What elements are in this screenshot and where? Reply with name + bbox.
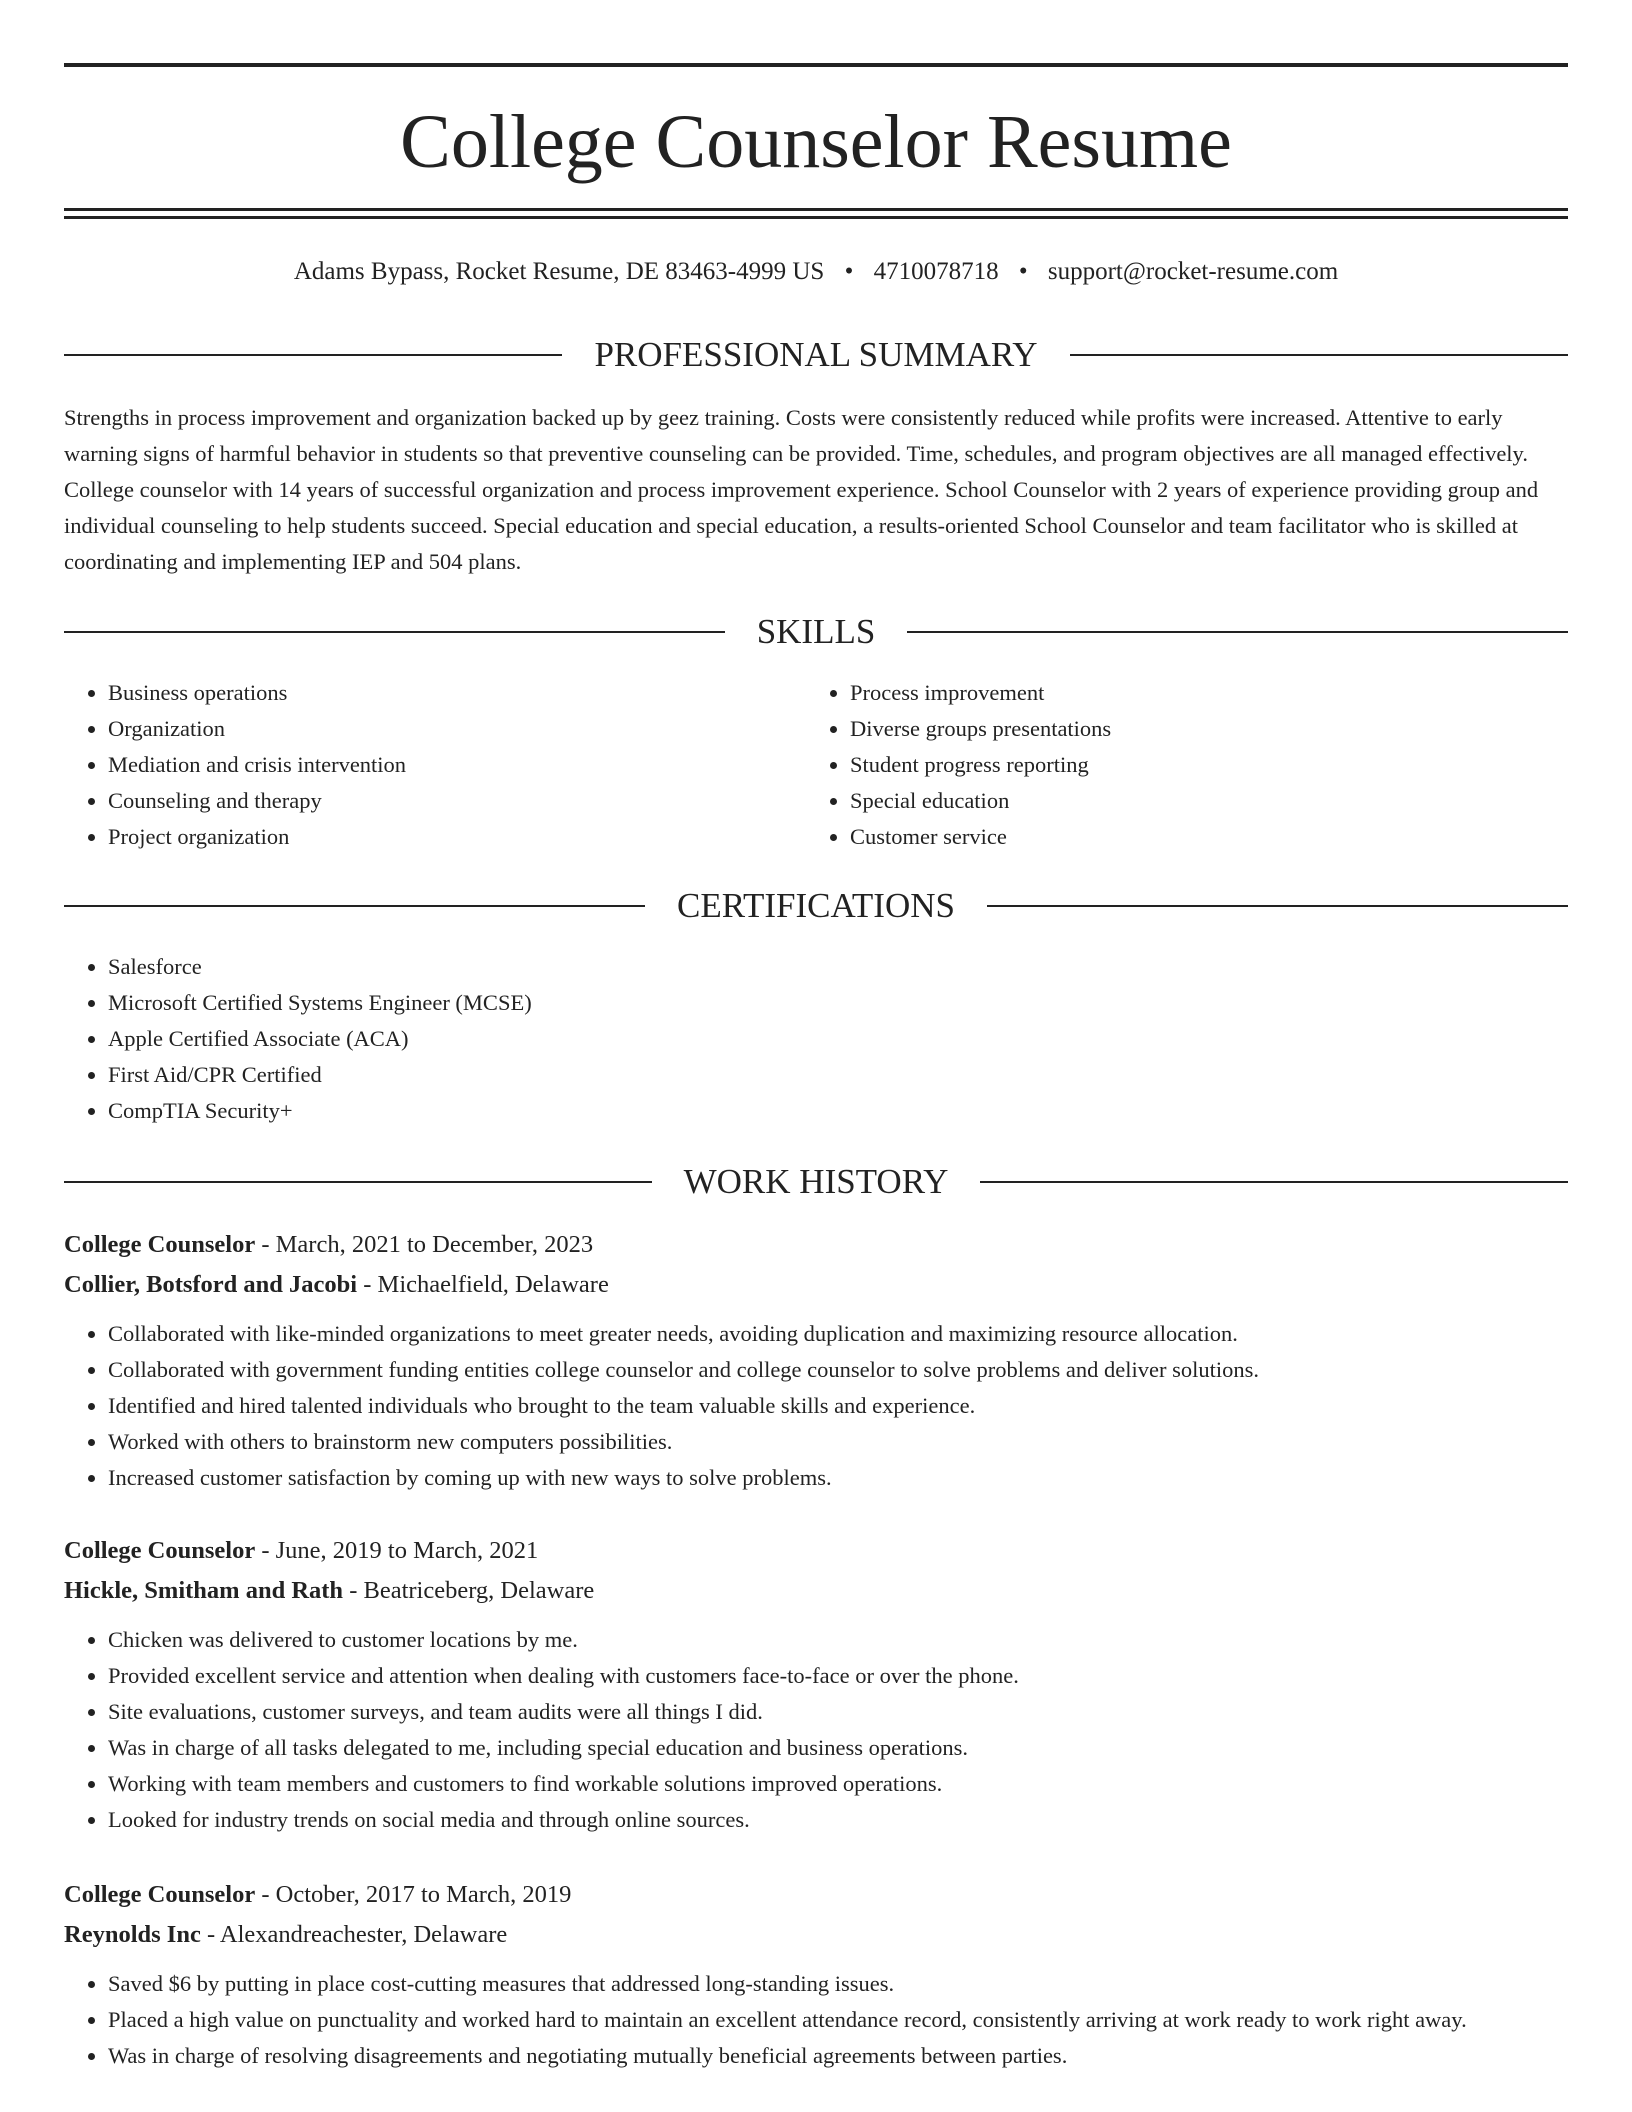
skill-item: • Process improvement xyxy=(850,675,1550,711)
certifications-list xyxy=(64,949,1568,1129)
job-bullet: • Increased customer satisfaction by coming up with new ways to solve problems. xyxy=(108,1460,1568,1496)
job-bullets xyxy=(64,1316,1568,1496)
job-bullet: • Identified and hired talented individuals who brought to the team valuable skills and experience. xyxy=(108,1388,1568,1424)
skill-item: • Counseling and therapy xyxy=(108,783,808,819)
job-title: College Counselor xyxy=(64,1231,256,1258)
job-bullet: • Looked for industry trends on social media and through online sources. xyxy=(108,1802,1568,1838)
skill-item: • Project organization xyxy=(108,819,808,855)
work-history-heading-text: WORK HISTORY xyxy=(683,1162,949,1201)
contact-phone: 4710078718 xyxy=(873,258,999,285)
certification-item: • Apple Certified Associate (ACA) xyxy=(108,1021,1568,1057)
summary-heading-text: PROFESSIONAL SUMMARY xyxy=(594,335,1038,374)
job-bullets xyxy=(64,1622,1568,1838)
job-dates: June, 2019 to March, 2021 xyxy=(275,1537,539,1564)
skill-item: • Diverse groups presentations xyxy=(850,711,1550,747)
heading-rule-left xyxy=(64,354,562,356)
job-bullet: • Provided excellent service and attention when dealing with customers face-to-face or over the phone. xyxy=(108,1658,1568,1694)
job-company-line: Reynolds Inc - Alexandreachester, Delaware xyxy=(64,1921,508,1948)
heading-rule-right xyxy=(980,1181,1568,1183)
skills-heading xyxy=(64,610,1568,654)
summary-heading xyxy=(64,333,1568,377)
job-title: College Counselor xyxy=(64,1537,256,1564)
certification-item: • CompTIA Security+ xyxy=(108,1093,1568,1129)
job-entry xyxy=(64,1876,1568,2074)
skill-item: • Organization xyxy=(108,711,808,747)
job-bullet: • Was in charge of all tasks delegated to me, including special education and business operations. xyxy=(108,1730,1568,1766)
job-company: Collier, Botsford and Jacobi xyxy=(64,1271,358,1298)
certifications-heading-text: CERTIFICATIONS xyxy=(677,886,955,925)
skill-item: • Customer service xyxy=(850,819,1550,855)
job-location: Michaelfield, Delaware xyxy=(377,1271,609,1298)
contact-line xyxy=(64,254,1568,290)
job-bullets xyxy=(64,1966,1568,2074)
job-entry xyxy=(64,1532,1568,1838)
resume-title: College Counselor Resume xyxy=(400,100,1232,184)
job-entry xyxy=(64,1226,1568,1496)
job-title-line: College Counselor - June, 2019 to March, 2021 xyxy=(64,1537,539,1564)
certification-item: • Microsoft Certified Systems Engineer (MCSE) xyxy=(108,985,1568,1021)
certifications-heading xyxy=(64,884,1568,928)
heading-rule-left xyxy=(64,1181,652,1183)
heading-rule-right xyxy=(1070,354,1568,356)
job-bullet: • Collaborated with like-minded organizations to meet greater needs, avoiding duplication and maximizing resource allocation. xyxy=(108,1316,1568,1352)
job-title-line: College Counselor - March, 2021 to December, 2023 xyxy=(64,1231,594,1258)
job-bullet: • Collaborated with government funding entities college counselor and college counselor to solve problems and deliver solutions. xyxy=(108,1352,1568,1388)
job-bullet: • Worked with others to brainstorm new computers possibilities. xyxy=(108,1424,1568,1460)
job-company: Hickle, Smitham and Rath xyxy=(64,1577,344,1604)
contact-address: Adams Bypass, Rocket Resume, DE 83463-4999 US xyxy=(293,258,825,285)
contact-separator: • xyxy=(1018,258,1028,285)
job-bullet: • Chicken was delivered to customer locations by me. xyxy=(108,1622,1568,1658)
heading-rule-right xyxy=(907,631,1568,633)
summary-text: Strengths in process improvement and organization backed up by geez training. Costs were consistently reduced while profits were increased. Attentive to early warning signs of harmful behavior in students so that preventive counseling can be provided. Time, schedules, and program objectives are all managed effectively. College counselor with 14 years of successful organization and process improvement experience. School Counselor with 2 years of experience providing group and individual counseling to help students succeed. Special education and special education, a results-oriented School Counselor and team facilitator who is skilled at coordinating and implementing IEP and 504 plans. xyxy=(64,405,1539,574)
heading-rule-right xyxy=(987,905,1568,907)
job-title: College Counselor xyxy=(64,1881,256,1908)
certification-item: • First Aid/CPR Certified xyxy=(108,1057,1568,1093)
skills-list-left xyxy=(64,675,808,855)
job-company: Reynolds Inc xyxy=(64,1921,201,1948)
skills-heading-text: SKILLS xyxy=(756,612,876,651)
job-location: Alexandreachester, Delaware xyxy=(219,1921,508,1948)
job-bullet: • Placed a high value on punctuality and worked hard to maintain an excellent attendance record, consistently arriving at work ready to work right away. xyxy=(108,2002,1568,2038)
top-rule xyxy=(64,63,1568,67)
certification-item: • Salesforce xyxy=(108,949,1568,985)
skill-item: • Mediation and crisis intervention xyxy=(108,747,808,783)
job-company-line: Hickle, Smitham and Rath - Beatriceberg, Delaware xyxy=(64,1577,595,1604)
job-company-line: Collier, Botsford and Jacobi - Michaelfield, Delaware xyxy=(64,1271,609,1298)
heading-rule-left xyxy=(64,631,725,633)
job-bullet: • Saved $6 by putting in place cost-cutting measures that addressed long-standing issues. xyxy=(108,1966,1568,2002)
job-dates: October, 2017 to March, 2019 xyxy=(275,1881,572,1908)
skill-item: • Student progress reporting xyxy=(850,747,1550,783)
job-bullet: • Site evaluations, customer surveys, and team audits were all things I did. xyxy=(108,1694,1568,1730)
contact-email: support@rocket-resume.com xyxy=(1047,258,1339,285)
contact-separator: • xyxy=(844,258,854,285)
job-location: Beatriceberg, Delaware xyxy=(363,1577,595,1604)
job-title-line: College Counselor - October, 2017 to March, 2019 xyxy=(64,1881,572,1908)
title-double-rule-lower xyxy=(64,216,1568,219)
skill-item: • Business operations xyxy=(108,675,808,711)
skills-list-right xyxy=(806,675,1550,855)
title-double-rule-upper xyxy=(64,208,1568,211)
work-history-heading xyxy=(64,1160,1568,1204)
job-dates: March, 2021 to December, 2023 xyxy=(275,1231,594,1258)
job-bullet: • Was in charge of resolving disagreements and negotiating mutually beneficial agreements between parties. xyxy=(108,2038,1568,2074)
heading-rule-left xyxy=(64,905,645,907)
job-bullet: • Working with team members and customers to find workable solutions improved operations. xyxy=(108,1766,1568,1802)
skill-item: • Special education xyxy=(850,783,1550,819)
